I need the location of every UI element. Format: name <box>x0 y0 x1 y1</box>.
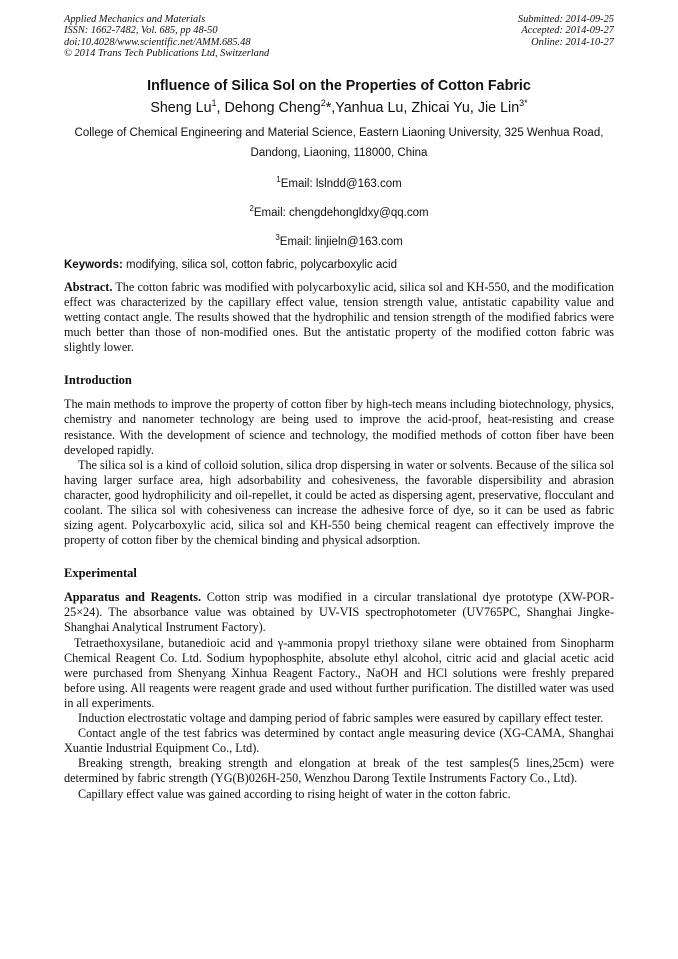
journal-copyright: © 2014 Trans Tech Publications Ltd, Switzerland <box>64 48 270 60</box>
author-sup: 3* <box>519 97 528 108</box>
journal-header <box>64 14 614 60</box>
online-date: Online: 2014-10-27 <box>531 36 614 48</box>
abstract <box>64 280 614 355</box>
author-sep: , <box>403 99 412 116</box>
author-name: Yanhua Lu <box>335 99 404 116</box>
author-name: Sheng Lu <box>150 99 212 116</box>
paragraph-text: Cotton strip was modified in a circular translational dye prototype (XW-POR-25×24). The absorbance value was obtained by UV-VIS spectrophotometer (UV765PC, Shanghai Jingke-Shanghai Analytical Instrument Factory). <box>64 590 615 635</box>
intro-paragraph: The silica sol is a kind of colloid solution, silica drop dispersing in water or solvents. Because of the silica sol having larger surface area, high adsorbability and cohesiveness, the favorable dispersibility and abrasion character, good hydrophilicity and oil-repellet, it could be acted as dispersing agent, preservative, flocculant and coolant. The silica sol with cohesiveness can increase the adhesive force of dye, so it can be used as fabric sizing agent. Polycarboxylic acid, silica sol and KH-550 being chemical reagent can effectively improve the property of cotton fiber by the chemical binding and physical adsorption. <box>64 457 614 548</box>
intro-paragraph: The main methods to improve the property of cotton fiber by high-tech means including biotechnology, physics, chemistry and nanometer technology are being used to improve the acid-proof, heat-resisting and crease resistance. With the development of science and technology, the modified methods of cotton fiber have been developed rapidly. <box>64 397 614 457</box>
author-name: Jie Lin <box>477 99 520 116</box>
experimental-paragraph: Contact angle of the test fabrics was determined by contact angle measuring device (XG-CAMA, Shanghai Xuantie Industrial Equipment Co., Ltd). <box>64 726 614 756</box>
section-heading-introduction: Introduction <box>64 373 132 388</box>
journal-issn: ISSN: 1662-7482, Vol. 685, pp 48-50 <box>64 25 218 37</box>
experimental-paragraph: Capillary effect value was gained according to rising height of water in the cotton fabric. <box>78 786 511 801</box>
accepted-date: Accepted: 2014-09-27 <box>521 25 614 37</box>
journal-info <box>64 14 269 60</box>
submitted-date: Submitted: 2014-09-25 <box>517 14 614 25</box>
author-list <box>64 98 614 116</box>
email-line <box>64 201 614 221</box>
experimental-paragraph: Induction electrostatic voltage and damping period of fabric samples were easured by capillary effect tester. <box>78 711 604 726</box>
email-sup: 3 <box>275 233 280 243</box>
author-sup: 1 <box>211 97 217 108</box>
email-text: Email: linjieln@163.com <box>279 235 403 248</box>
email-line <box>64 230 614 250</box>
paper-title: Influence of Silica Sol on the Properties of Cotton Fabric <box>147 77 531 94</box>
author-sup: 2 <box>320 97 326 108</box>
affiliation: College of Chemical Engineering and Material Science, Eastern Liaoning University, 325 Wenhua Road, Dandong, Liaoning, 118000, China <box>74 127 604 160</box>
author-sep: , <box>469 99 478 116</box>
journal-name: Applied Mechanics and Materials <box>64 14 206 25</box>
abstract-label: Abstract. <box>64 279 113 294</box>
experimental-paragraph: Tetraethoxysilane, butanedioic acid and γ-ammonia propyl triethoxy silane were obtained from Sinopharm Chemical Reagent Co. Ltd. Sodium hypophosphite, absolute ethyl alcohol, citric acid and glacial acetic acid were purchased from Shenyang Xinhua Reagent Factory., NaOH and HCl solutions were freshly prepared before using. All reagents were reagent grade and used without further purification. The distilled water was used in all experiments. <box>64 635 614 710</box>
email-text: Email: lslndd@163.com <box>280 178 402 191</box>
author-sep: *, <box>325 99 336 116</box>
email-sup: 2 <box>249 204 254 214</box>
abstract-text: The cotton fabric was modified with polycarboxylic acid, silica sol and KH-550, and the modification effect was characterized by the capillary effect value, tension strength value, antistatic capability value and wetting contact angle. The results showed that the hydrophilic and tension strength of the modified fabrics were much better than those of non-modified ones. But the antistatic property of the modified cotton fabric was slightly lower. <box>64 279 614 355</box>
journal-doi: doi:10.4028/www.scientific.net/AMM.685.48 <box>64 36 251 48</box>
subsection-heading: Apparatus and Reagents. <box>64 590 202 605</box>
experimental-paragraph: Breaking strength, breaking strength and elongation at break of the test samples(5 lines,25cm) were determined by fabric strength (YG(B)026H-250, Wenzhou Darong Textile Instruments Factory Co., Ltd). <box>64 756 614 786</box>
section-heading-experimental: Experimental <box>64 566 137 581</box>
email-text: Email: chengdehongldxy@qq.com <box>253 207 429 220</box>
experimental-paragraph <box>64 590 614 635</box>
keywords-text: modifying, silica sol, cotton fabric, polycarboxylic acid <box>122 258 397 271</box>
author-name: Dehong Cheng <box>224 99 321 116</box>
author-sep: , <box>216 99 225 116</box>
email-line <box>64 172 614 192</box>
keywords-label: Keywords: <box>64 258 123 271</box>
submission-dates <box>518 14 614 60</box>
email-sup: 1 <box>276 175 281 185</box>
keywords <box>64 259 614 271</box>
author-name: Zhicai Yu <box>411 99 470 116</box>
